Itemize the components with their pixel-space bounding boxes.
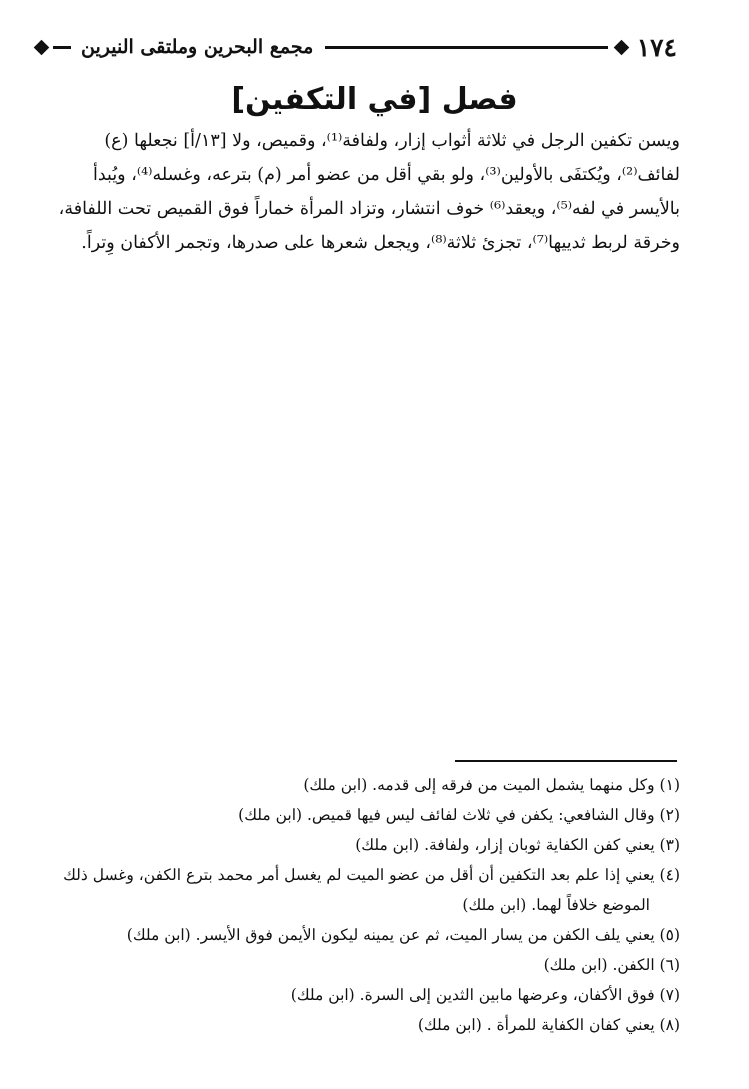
body-line: ويسن تكفين الرجل في ثلاثة أثواب إزار، ولفافة⁽¹⁾، وقميص، ولا [١٣/أ] نجعلها (ع) <box>104 131 680 151</box>
footnote-1: (١) وكل منهما يشمل الميت من فرقه إلى قدمه. (ابن ملك) <box>303 776 680 794</box>
section-title: فصل [في التكفين] <box>231 82 518 117</box>
footnote-separator <box>455 760 677 762</box>
body-line: وخرقة لربط ثدييها⁽⁷⁾، تجزئ ثلاثة⁽⁸⁾، ويجعل شعرها على صدرها، وتجمر الأكفان وِتراً. <box>81 233 680 253</box>
footnote-4-continuation: الموضع خلافاً لهما. (ابن ملك) <box>462 896 650 914</box>
body-text <box>58 124 680 260</box>
footnote-7: (٧) فوق الأكفان، وعرضها مابين الثدين إلى السرة. (ابن ملك) <box>290 986 680 1004</box>
footnote-4: (٤) يعني إذا علم بعد التكفين أن أقل من عضو الميت لم يغسل أمر محمد بترع الكفن، وغسل ذلك <box>63 866 680 884</box>
footnote-5: (٥) يعني يلف الكفن من يسار الميت، ثم عن يمينه ليكون الأيمن فوق الأيسر. (ابن ملك) <box>126 926 680 944</box>
header-rule <box>325 46 607 49</box>
body-line: لفائف⁽²⁾، ويُكتفَى بالأولين⁽³⁾، ولو بقي أقل من عضو أمر (م) بترعه، وغسله⁽⁴⁾، ويُبدأ <box>92 165 680 185</box>
footnote-2: (٢) وقال الشافعي: يكفن في ثلاث لفائف ليس فيها قميص. (ابن ملك) <box>238 806 680 824</box>
footnote-3: (٣) يعني كفن الكفاية ثوبان إزار، ولفافة. (ابن ملك) <box>355 836 680 854</box>
header-dash <box>53 46 71 49</box>
footnote-8: (٨) يعني كفان الكفاية للمرأة . (ابن ملك) <box>417 1016 680 1034</box>
running-header <box>32 30 677 64</box>
diamond-ornament-icon <box>34 39 50 55</box>
diamond-ornament-icon <box>613 39 629 55</box>
book-title: مجمع البحرين وملتقى النيرين <box>81 36 314 58</box>
page-number: ١٧٤ <box>636 32 677 62</box>
body-line: بالأيسر في لفه⁽⁵⁾، ويعقد⁽⁶⁾ خوف انتشار، وتزاد المرأة خماراً فوق القميص تحت اللفافة، <box>58 199 680 219</box>
footnote-6: (٦) الكفن. (ابن ملك) <box>543 956 680 974</box>
footnotes <box>40 770 680 1040</box>
